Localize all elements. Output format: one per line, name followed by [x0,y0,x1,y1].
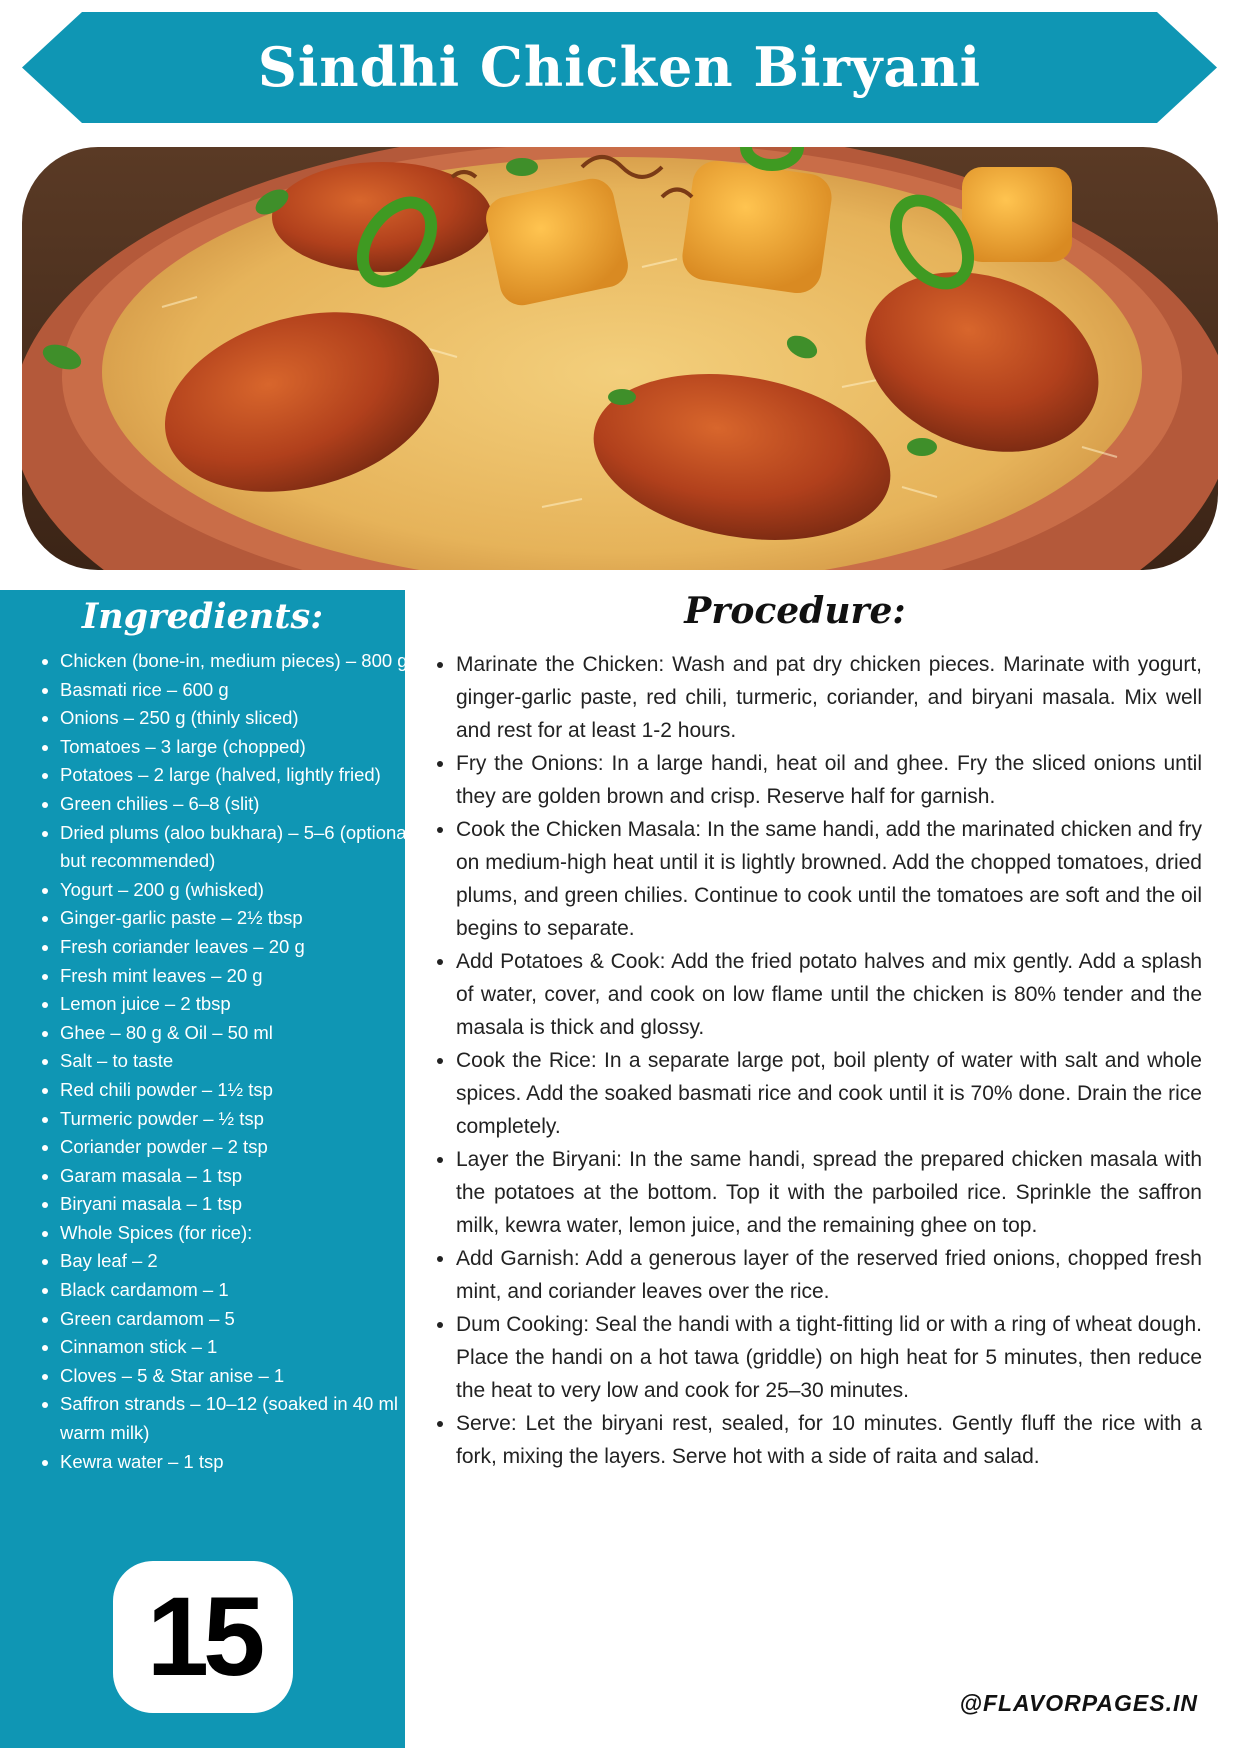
ingredients-list [26,647,420,1476]
ingredient-item: • Coriander powder – 2 tsp [60,1133,420,1162]
procedure-step: • Serve: Let the biryani rest, sealed, for 10 minutes. Gently fluff the rice with a fork, mixing the layers. Serve hot with a side of raita and salad. [456,1407,1202,1473]
procedure-heading: Procedure: [684,590,906,632]
ingredient-item: • Yogurt – 200 g (whisked) [60,876,420,905]
ingredient-item: • Cloves – 5 & Star anise – 1 [60,1362,420,1391]
title-banner [22,12,1217,123]
procedure-step: • Cook the Chicken Masala: In the same handi, add the marinated chicken and fry on medium-high heat until it is lightly browned. Add the chopped tomatoes, dried plums, and green chilies. Continue to cook until the tomatoes are soft and the oil begins to separate. [456,813,1202,945]
ingredient-item: • Green cardamom – 5 [60,1305,420,1334]
ingredient-item: • Ghee – 80 g & Oil – 50 ml [60,1019,420,1048]
ingredient-item: • Black cardamom – 1 [60,1276,420,1305]
procedure-step: • Layer the Biryani: In the same handi, spread the prepared chicken masala with the potatoes at the bottom. Top it with the parboiled rice. Sprinkle the saffron milk, kewra water, lemon juice, and the remaining ghee on top. [456,1143,1202,1242]
ingredient-item: • Biryani masala – 1 tsp [60,1190,420,1219]
ingredient-item: • Dried plums (aloo bukhara) – 5–6 (optional, but recommended) [60,819,420,876]
procedure-list [422,648,1202,1473]
ingredient-item: • Garam masala – 1 tsp [60,1162,420,1191]
ingredient-item: • Kewra water – 1 tsp [60,1448,420,1477]
recipe-title: Sindhi Chicken Biryani [257,35,982,99]
ingredient-item: • Lemon juice – 2 tbsp [60,990,420,1019]
ingredient-item: • Ginger-garlic paste – 2½ tbsp [60,904,420,933]
ingredient-item: • Green chilies – 6–8 (slit) [60,790,420,819]
ingredient-item: • Tomatoes – 3 large (chopped) [60,733,420,762]
ingredient-item: • Cinnamon stick – 1 [60,1333,420,1362]
procedure-step: • Dum Cooking: Seal the handi with a tight-fitting lid or with a ring of wheat dough. Place the handi on a hot tawa (griddle) on high heat for 5 minutes, then reduce the heat to very low and cook for 25–30 minutes. [456,1308,1202,1407]
social-handle: @FLAVORPAGES.IN [959,1690,1198,1716]
ingredient-item: • Bay leaf – 2 [60,1247,420,1276]
procedure-step: • Add Garnish: Add a generous layer of the reserved fried onions, chopped fresh mint, and coriander leaves over the rice. [456,1242,1202,1308]
page-number: 15 [146,1574,260,1699]
ingredient-item: • Whole Spices (for rice): [60,1219,420,1248]
page-number-badge [113,1561,293,1713]
ingredient-item: • Chicken (bone-in, medium pieces) – 800 g [60,647,420,676]
ingredient-item: • Turmeric powder – ½ tsp [60,1105,420,1134]
ingredient-item: • Potatoes – 2 large (halved, lightly fried) [60,761,420,790]
ingredient-item: • Fresh mint leaves – 20 g [60,962,420,991]
ingredient-item: • Basmati rice – 600 g [60,676,420,705]
ingredient-item: • Fresh coriander leaves – 20 g [60,933,420,962]
procedure-step: • Cook the Rice: In a separate large pot, boil plenty of water with salt and whole spices. Add the soaked basmati rice and cook until it is 70% done. Drain the rice completely. [456,1044,1202,1143]
ingredient-item: • Salt – to taste [60,1047,420,1076]
biryani-dish-photo [22,147,1218,570]
procedure-step: • Add Potatoes & Cook: Add the fried potato halves and mix gently. Add a splash of water, cover, and cook on low flame until the chicken is 80% tender and the masala is thick and glossy. [456,945,1202,1044]
ingredient-item: • Saffron strands – 10–12 (soaked in 40 ml warm milk) [60,1390,420,1447]
ingredients-heading: Ingredients: [81,596,324,637]
procedure-step: • Marinate the Chicken: Wash and pat dry chicken pieces. Marinate with yogurt, ginger-garlic paste, red chili, turmeric, coriander, and biryani masala. Mix well and rest for at least 1-2 hours. [456,648,1202,747]
procedure-step: • Fry the Onions: In a large handi, heat oil and ghee. Fry the sliced onions until they are golden brown and crisp. Reserve half for garnish. [456,747,1202,813]
ingredient-item: • Red chili powder – 1½ tsp [60,1076,420,1105]
ingredient-item: • Onions – 250 g (thinly sliced) [60,704,420,733]
